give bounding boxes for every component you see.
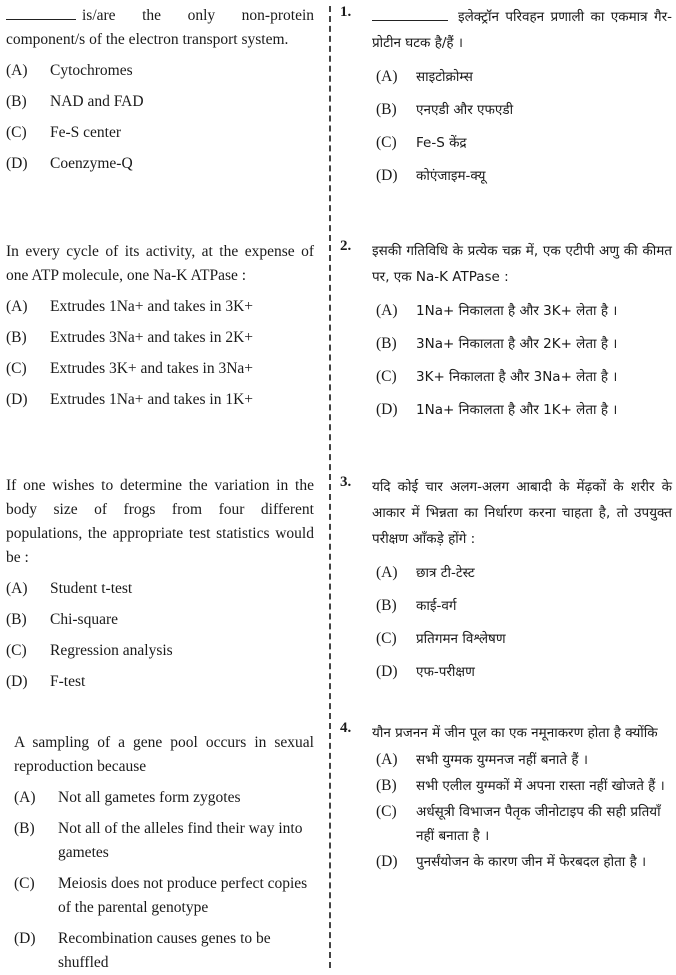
option-c: (C) Fe-S केंद्र: [376, 134, 467, 151]
question-text: यदि कोई चार अलग-अलग आबादी के मेंढ़कों के शरीर के आकार में भिन्नता का निर्धारण करना चाहता है, तो उपयुक्त परीक्षण आँकड़े होंगे :: [372, 479, 672, 547]
option-d: (D) Extrudes 1Na+ and takes in 1K+: [6, 391, 254, 408]
english-question-2: [6, 240, 314, 412]
english-question-1: [6, 4, 314, 176]
hindi-question-2: [340, 238, 672, 422]
question-text: is/are the only non-protein component/s of the electron transport system.: [6, 7, 314, 48]
question-number: 2.: [340, 238, 352, 254]
option-d: (D) 1Na+ निकालता है और 1K+ लेता है ।: [376, 401, 618, 418]
option-c: (C) अर्धसूत्री विभाजन पैतृक जीनोटाइप की सही प्रतियाँ नहीं बनाता है ।: [376, 803, 661, 844]
option-a: (A) Student t-test: [6, 580, 133, 597]
option-d: (D) कोएंजाइम-क्यू: [376, 167, 486, 184]
option-d: (D) F-test: [6, 673, 86, 690]
question-text: यौन प्रजनन में जीन पूल का एक नमूनाकरण होता है क्योंकि: [372, 725, 658, 741]
hindi-question-4: [340, 720, 672, 874]
option-b: (B) Not all of the alleles find their way into gametes: [14, 820, 303, 861]
option-b: (B) Chi-square: [6, 611, 119, 628]
option-a: (A) साइटोक्रोम्स: [376, 68, 473, 85]
option-d: (D) पुनर्संयोजन के कारण जीन में फेरबदल होता है ।: [376, 853, 647, 870]
option-c: (C) Extrudes 3K+ and takes in 3Na+: [6, 360, 254, 377]
option-b: (B) 3Na+ निकालता है और 2K+ लेता है ।: [376, 335, 618, 352]
question-text: A sampling of a gene pool occurs in sexual reproduction because: [14, 734, 314, 775]
option-c: (C) Meiosis does not produce perfect copies of the parental genotype: [14, 875, 308, 916]
option-d: (D) Recombination causes genes to be shuffled: [14, 930, 271, 971]
option-a: (A) 1Na+ निकालता है और 3K+ लेता है ।: [376, 302, 618, 319]
option-c: (C) 3K+ निकालता है और 3Na+ लेता है ।: [376, 368, 618, 385]
option-b: (B) NAD and FAD: [6, 93, 144, 110]
option-c: (C) प्रतिगमन विश्लेषण: [376, 630, 506, 647]
answer-blank: [6, 5, 76, 20]
hindi-question-3: [340, 474, 672, 684]
question-number: 1.: [340, 4, 352, 20]
option-c: (C) Fe-S center: [6, 124, 122, 141]
answer-blank: [372, 6, 448, 21]
column-divider: [329, 6, 331, 968]
english-question-4: [14, 731, 314, 975]
question-number: 3.: [340, 474, 352, 490]
option-d: (D) एफ-परीक्षण: [376, 663, 475, 680]
option-b: (B) काई-वर्ग: [376, 597, 457, 614]
option-a: (A) सभी युग्मक युग्मनज नहीं बनाते हैं ।: [376, 751, 588, 768]
option-a: (A) Extrudes 1Na+ and takes in 3K+: [6, 298, 254, 315]
english-question-3: [6, 474, 314, 694]
hindi-question-1: [340, 4, 672, 188]
option-b: (B) सभी एलील युग्मकों में अपना रास्ता नहीं खोजते हैं ।: [376, 777, 665, 794]
question-text: इसकी गतिविधि के प्रत्येक चक्र में, एक एटीपी अणु की कीमत पर, एक Na-K ATPase :: [372, 243, 672, 285]
option-a: (A) छात्र टी-टेस्ट: [376, 564, 475, 581]
option-b: (B) Extrudes 3Na+ and takes in 2K+: [6, 329, 254, 346]
question-text: If one wishes to determine the variation in the body size of frogs from four different populations, the appropriate test statistics would be :: [6, 477, 314, 566]
option-d: (D) Coenzyme-Q: [6, 155, 133, 172]
question-number: 4.: [340, 720, 352, 736]
option-c: (C) Regression analysis: [6, 642, 173, 659]
question-text: In every cycle of its activity, at the expense of one ATP molecule, one Na-K ATPase :: [6, 243, 314, 284]
option-a: (A) Not all gametes form zygotes: [14, 789, 241, 806]
question-text: इलेक्ट्रॉन परिवहन प्रणाली का एकमात्र गैर-प्रोटीन घटक है/हैं ।: [372, 4, 672, 56]
option-a: (A) Cytochromes: [6, 62, 133, 79]
option-b: (B) एनएडी और एफएडी: [376, 101, 514, 118]
